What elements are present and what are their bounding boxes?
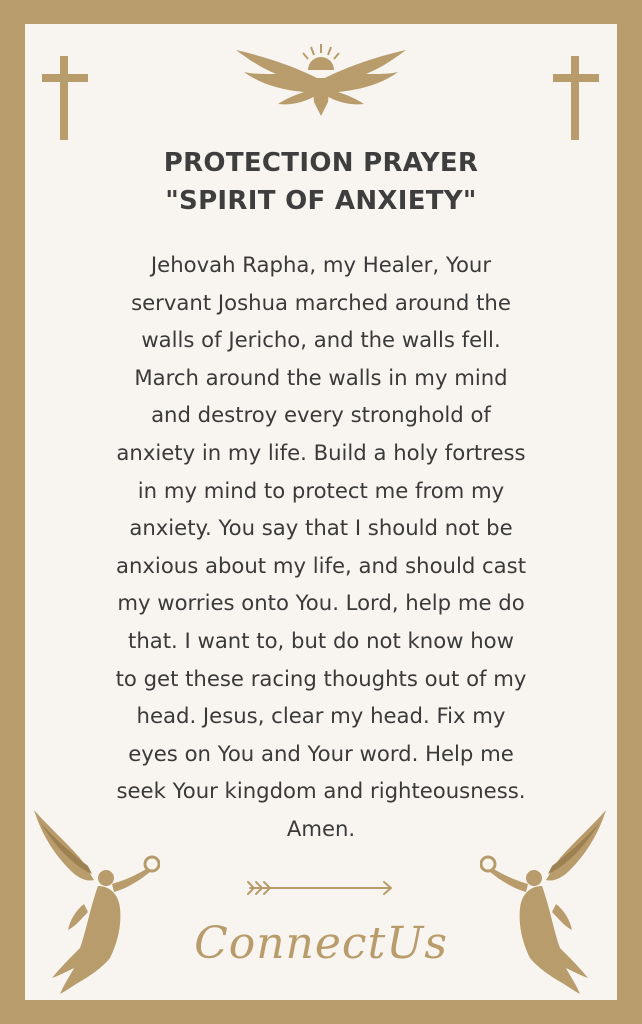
cross-icon-right — [551, 54, 601, 144]
prayer-line: and destroy every stronghold of — [151, 402, 491, 428]
prayer-line: my worries onto You. Lord, help me do — [117, 590, 525, 616]
prayer-text — [0, 246, 642, 848]
title-line-1: PROTECTION PRAYER — [163, 148, 479, 178]
prayer-line: anxious about my life, and should cast — [115, 552, 527, 578]
prayer-line: Jehovah Rapha, my Healer, Your — [150, 252, 492, 277]
prayer-line: March around the walls in my mind — [134, 364, 508, 390]
prayer-line: in my mind to protect me from my — [137, 477, 505, 503]
prayer-line: anxiety. You say that I should not be — [129, 515, 513, 541]
prayer-line: walls of Jericho, and the walls fell. — [141, 327, 501, 353]
prayer-line: to get these racing thoughts out of my — [115, 665, 527, 691]
prayer-line: anxiety in my life. Build a holy fortress — [116, 439, 526, 465]
brand-logo: ConnectUs — [194, 918, 448, 969]
prayer-line: head. Jesus, clear my head. Fix my — [136, 703, 506, 729]
title-line-2: "SPIRIT OF ANXIETY" — [165, 186, 477, 216]
prayer-line: eyes on You and Your word. Help me — [128, 740, 514, 766]
prayer-line: servant Joshua marched around the — [131, 289, 511, 315]
arrow-icon — [244, 878, 398, 898]
prayer-line: seek Your kingdom and righteousness. — [116, 778, 526, 804]
cross-icon-left — [40, 54, 90, 144]
prayer-line: Amen. — [286, 815, 356, 841]
winged-sun-icon — [232, 40, 410, 120]
prayer-line: that. I want to, but do not know how — [128, 627, 514, 653]
prayer-title — [0, 144, 642, 220]
